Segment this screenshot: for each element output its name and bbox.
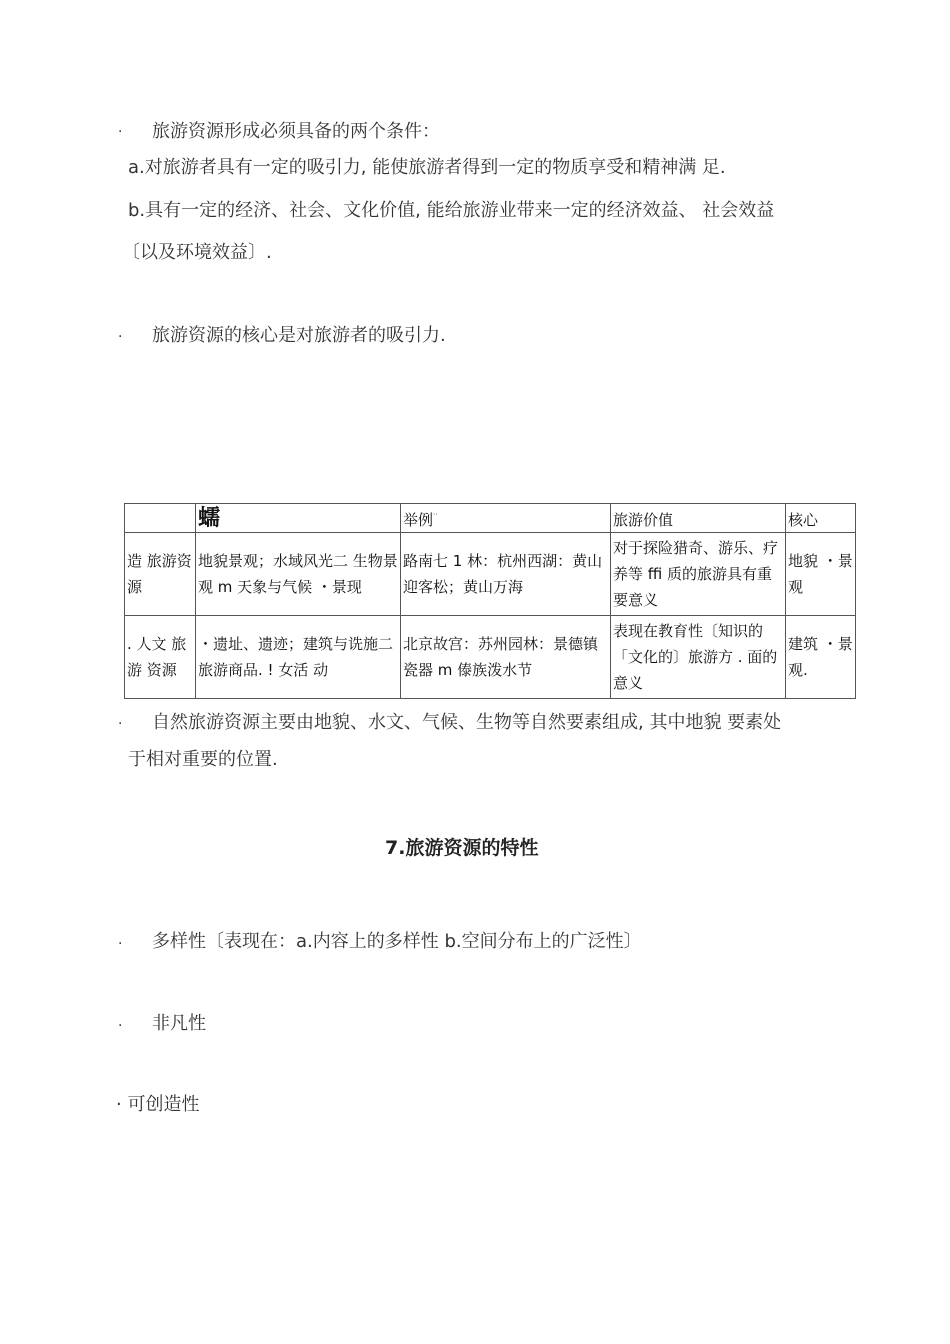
table-header-cell xyxy=(125,504,196,533)
trait-creatable: · 可创造性 xyxy=(116,1094,200,1115)
header-examples-label: 举例 xyxy=(403,511,434,529)
table-cell-core: 地貌 ・景观 xyxy=(786,533,856,616)
trait-extraordinary: 非凡性 xyxy=(152,1013,206,1034)
natural-resources-line1: 自然旅游资源主要由地貌、水文、气候、生物等自然要素组成, 其中地貌 要素处 xyxy=(152,712,782,733)
table-cell-type: . 人文 旅游 资源 xyxy=(125,616,196,699)
table-header-cell: 核心 xyxy=(786,504,856,533)
table-cell-value: 表现在教育性〔知识的「文化的〕旅游方 . 面的意义 xyxy=(611,616,786,699)
bullet-marker: · xyxy=(118,716,123,732)
table-row xyxy=(125,533,856,616)
table-header-cell: 旅游价值 xyxy=(611,504,786,533)
table-cell-value: 对于探险猎奇、游乐、疗养等 ffi 质的旅游具有重要意义 xyxy=(611,533,786,616)
condition-item-b-line2: 〔以及环境效益〕. xyxy=(122,242,272,263)
table-cell-examples: 北京故宫：苏州园林：景德镇瓷器 m 傣族泼水节 xyxy=(401,616,611,699)
trait-diversity: 多样性〔表现在：a.内容上的多样性 b.空间分布上的广泛性〕 xyxy=(152,931,642,952)
table-cell-core: 建筑 ・景观. xyxy=(786,616,856,699)
table-cell-examples: 路南七 1 林：杭州西湖：黄山迎客松；黄山万海 xyxy=(401,533,611,616)
bullet-marker: · xyxy=(118,936,123,952)
conditions-heading: 旅游资源形成必须具备的两个条件： xyxy=(152,121,440,142)
bullet-marker: · xyxy=(118,1018,123,1034)
natural-resources-line2: 于相对重要的位置. xyxy=(128,749,278,770)
condition-item-b-line1: b.具有一定的经济、社会、文化价值, 能给旅游业带来一定的经济效益、 社会效益 xyxy=(128,200,775,221)
table-row xyxy=(125,616,856,699)
core-statement: 旅游资源的核心是对旅游者的吸引力. xyxy=(152,325,446,346)
condition-item-a: a.对旅游者具有一定的吸引力, 能使旅游者得到一定的物质享受和精神满 足. xyxy=(128,157,726,178)
table-header-row xyxy=(125,504,856,533)
table-header-cell xyxy=(196,504,401,533)
table-header-cell xyxy=(401,504,611,533)
table-cell-type: 造 旅游资源 xyxy=(125,533,196,616)
section-title: 7.旅游资源的特性 xyxy=(385,837,539,859)
table-cell-items: ・遗址、遗迹；建筑与诜施二旅游商品. ! 女活 动 xyxy=(196,616,401,699)
header-mark: '' xyxy=(433,512,438,521)
header-glyph: 蠕 xyxy=(198,506,221,531)
resource-table xyxy=(124,503,856,699)
table-cell-items: 地貌景观；水域风光二 生物景观 m 天象与气候 ・景现 xyxy=(196,533,401,616)
bullet-marker: · xyxy=(118,124,123,140)
bullet-marker: · xyxy=(118,329,123,345)
